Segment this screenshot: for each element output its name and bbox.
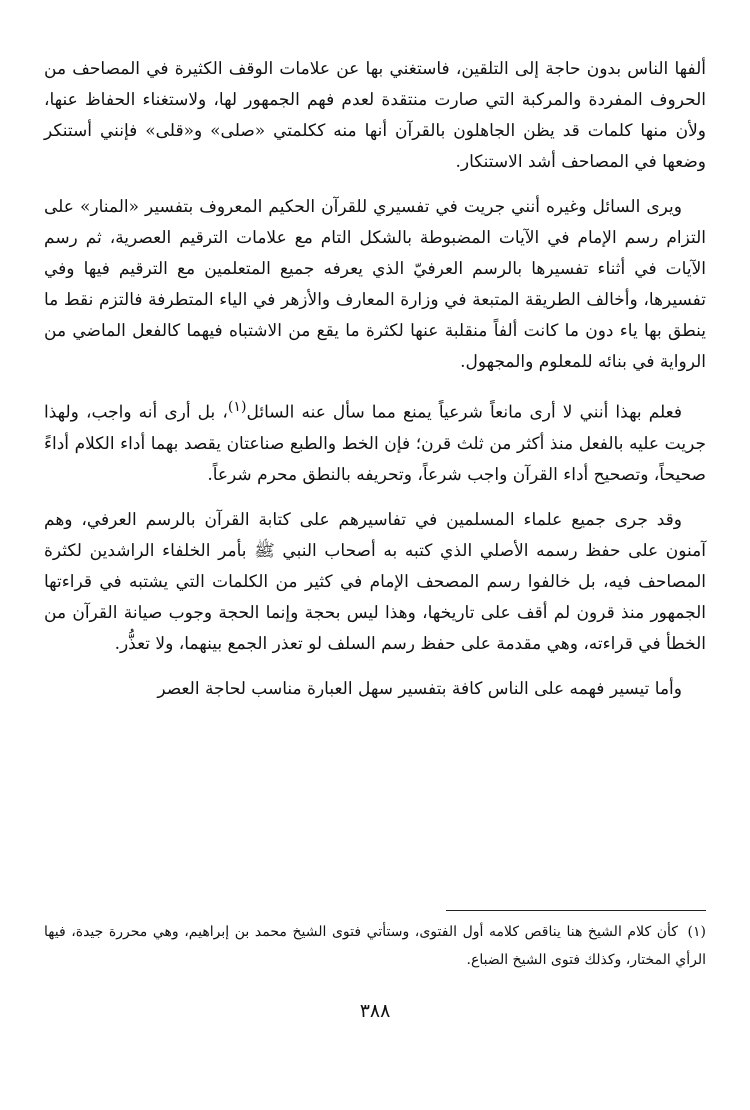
paragraph-5: وأما تيسير فهمه على الناس كافة بتفسير سهل العبارة مناسب لحاجة العصر	[157, 678, 682, 699]
page-number: ٣٨٨	[359, 1000, 391, 1022]
paragraph-3-rest: بل أرى أنه واجب، ولهذا جريت عليه بالفعل منذ أكثر من ثلث قرن؛ فإن الخط والطبع صناعتان يقصد بهما أداء الكلام أداءً صحيحاً، وتصحيح أداء القرآن واجب شرعاً، وتحريفه بالنطق محرم شرعاً.	[44, 402, 706, 485]
footnote-text: كأن كلام الشيخ هنا يناقص كلامه أول الفتوى، وستأتي فتوى الشيخ محمد بن إبراهيم، وهي محررة جيدة، فيها الرأي المختار، وكذلك فتوى الشيخ الضباع.	[44, 924, 706, 968]
paragraph-3-start: فعلم بهذا أنني لا أرى مانعاً شرعياً يمنع مما سأل عنه السائل	[246, 402, 682, 423]
paragraph-3-separator: ،	[215, 402, 228, 423]
footnote	[44, 918, 706, 974]
paragraph-2: ويرى السائل وغيره أنني جريت في تفسيري للقرآن الحكيم المعروف بتفسير «المنار» على التزام رسم الإمام في الآيات المضبوطة بالشكل التام مع علامات الترقيم العصرية، ثم رسم الآيات في أثناء تفسيرها بالرسم العرفيّ الذي يعرفه جميع المتعلمين مع الترقيم فيها وفي تفسيرها، وأخالف الطريقة المتبعة في وزارة المعارف والأزهر في الياء المتطرفة فالتزم نقط ما ينطق بها ياء دون ما كانت ألفاً منقلبة عنها لكثرة ما يقع من الاشتباه فيهما كالفعل الماضي من الرواية في بنائه للمعلوم والمجهول.	[44, 197, 706, 372]
footnote-divider	[446, 910, 706, 911]
main-text	[44, 54, 706, 719]
paragraph-3	[44, 392, 706, 491]
paragraph-4: وقد جرى جميع علماء المسلمين في تفاسيرهم على كتابة القرآن بالرسم العرفي، وهم آمنون على حفظ رسمه الأصلي الذي كتبه به أصحاب النبي ﷺ بأمر الخلفاء الراشدين لكثرة المصاحف فيه، بل خالفوا رسم المصحف الإمام في كثير من الكلمات التي يشتبه في قراءتها الجمهور منذ قرون لم أقف على تاريخها، وهذا ليس بحجة وإنما الحجة وجوب صيانة القرآن من الخطأ في قراءته، وهي مقدمة على حفظ رسم السلف لو تعذر الجمع بينهما، ولا تعذُّر.	[44, 509, 706, 654]
footnote-reference: (١)	[227, 399, 247, 415]
footnote-marker: (١)	[687, 924, 707, 940]
paragraph-1: ألفها الناس بدون حاجة إلى التلقين، فاستغني بها عن علامات الوقف الكثيرة في المصاحف من الحروف المفردة والمركبة التي صارت منتقدة لعدم فهم الجمهور لها، ولاستغناء الحفاظ عنها، ولأن منها كلمات قد يظن الجاهلون بالقرآن أنها منه ككلمتي «صلى» و«قلى» فإنني أستنكر وضعها في المصاحف أشد الاستنكار.	[44, 59, 706, 172]
